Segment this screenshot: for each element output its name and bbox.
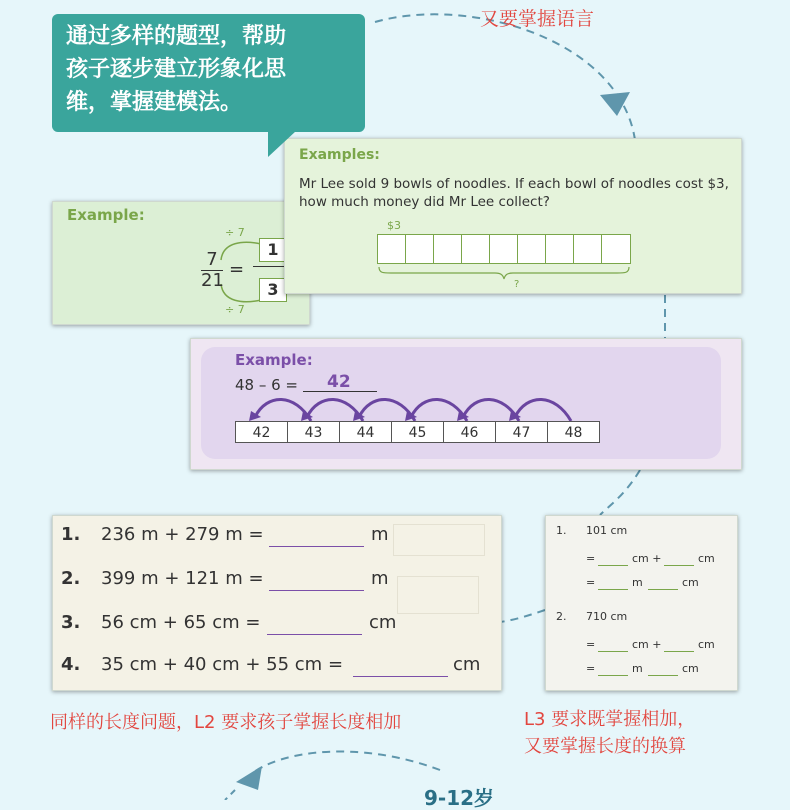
- arrow-head-icon: [236, 766, 262, 790]
- bottom-cut-text: 9-12岁: [424, 786, 495, 810]
- row-expression: 35 cm + 40 cm + 55 cm =: [101, 654, 344, 675]
- bar-unit-label: $3: [387, 219, 401, 232]
- answer: 42: [327, 372, 351, 392]
- unit-text: m: [632, 576, 643, 589]
- item-value: 710 cm: [586, 610, 628, 623]
- example-label: Example:: [67, 206, 145, 224]
- bar-unit-cell: [489, 234, 519, 264]
- answer-blank[interactable]: [598, 589, 628, 590]
- question-line-1: Mr Lee sold 9 bowls of noodles. If each bowl of noodles cost $3,: [299, 176, 729, 192]
- row-expression: 56 cm + 65 cm =: [101, 612, 261, 633]
- caption-left: 同样的长度问题，L2 要求孩子掌握长度相加: [50, 712, 402, 733]
- number-line-panel: [190, 338, 742, 470]
- row-expression: 399 m + 121 m =: [101, 568, 264, 589]
- item-number: 1.: [556, 524, 567, 537]
- unit-text: cm +: [632, 638, 662, 651]
- number-line: [235, 421, 601, 443]
- length-addition-panel: [52, 515, 502, 691]
- fraction-example-panel: [52, 201, 310, 325]
- numerator: 7: [201, 249, 223, 271]
- brace-icon: [377, 265, 631, 281]
- number-line-cell: 44: [339, 421, 392, 443]
- item-number: 2.: [556, 610, 567, 623]
- result-denominator: 3: [259, 278, 287, 302]
- answer-blank[interactable]: [269, 546, 364, 547]
- equation: 48 – 6 =: [235, 376, 299, 394]
- examples-label: Examples:: [299, 147, 380, 163]
- number-line-cell: 48: [547, 421, 600, 443]
- question-mark: ?: [514, 279, 520, 290]
- op-bottom: ÷ 7: [225, 303, 245, 316]
- equals-sign: =: [586, 552, 596, 565]
- bar-unit-cell: [517, 234, 547, 264]
- number-line-cell: 43: [287, 421, 340, 443]
- number-line-cell: 46: [443, 421, 496, 443]
- row-number: 1.: [61, 524, 81, 545]
- unit-text: cm: [698, 552, 715, 565]
- bubble-line-3: 维，掌握建模法。: [66, 90, 243, 115]
- bar-unit-cell: [377, 234, 407, 264]
- result-numerator: 1: [259, 238, 287, 262]
- row-expression: 236 m + 279 m =: [101, 524, 264, 545]
- bubble-line-2: 孩子逐步建立形象化思: [66, 57, 287, 82]
- answer-blank[interactable]: [598, 565, 628, 566]
- answer-blank[interactable]: [598, 651, 628, 652]
- answer-blank[interactable]: [664, 651, 694, 652]
- answer-blank[interactable]: [269, 590, 364, 591]
- equals-sign: =: [586, 662, 596, 675]
- faded-bg-box: [397, 576, 479, 614]
- row-unit: m: [371, 524, 389, 545]
- unit-text: cm: [698, 638, 715, 651]
- row-number: 3.: [61, 612, 81, 633]
- word-problem-panel: [284, 138, 742, 294]
- denominator: 21: [201, 270, 224, 291]
- answer-blank[interactable]: [267, 634, 362, 635]
- number-line-cell: 45: [391, 421, 444, 443]
- bar-unit-cell: [545, 234, 575, 264]
- answer-blank[interactable]: [648, 589, 678, 590]
- bubble-tail: [268, 131, 296, 157]
- arrow-head-icon: [600, 92, 630, 116]
- row-unit: cm: [453, 654, 481, 675]
- bar-unit-cell: [601, 234, 631, 264]
- item-value: 101 cm: [586, 524, 628, 537]
- answer-blank[interactable]: [353, 676, 448, 677]
- top-caption: 又要掌握语言: [480, 8, 595, 30]
- number-line-cell: 47: [495, 421, 548, 443]
- bubble-line-1: 通过多样的题型，帮助: [66, 24, 287, 49]
- unit-text: cm: [682, 576, 699, 589]
- example-label: Example:: [235, 351, 313, 369]
- faded-bg-box: [393, 524, 485, 556]
- row-unit: cm: [369, 612, 397, 633]
- equals-sign: =: [586, 576, 596, 589]
- number-line-cell: 42: [235, 421, 288, 443]
- caption-right-line-2: 又要掌握长度的换算: [524, 736, 686, 757]
- bar-unit-cell: [573, 234, 603, 264]
- answer-blank[interactable]: [598, 675, 628, 676]
- answer-blank[interactable]: [648, 675, 678, 676]
- speech-bubble: [52, 14, 365, 132]
- answer-blank[interactable]: [664, 565, 694, 566]
- row-number: 2.: [61, 568, 81, 589]
- row-unit: m: [371, 568, 389, 589]
- question-line-2: how much money did Mr Lee collect?: [299, 194, 550, 210]
- row-number: 4.: [61, 654, 81, 675]
- bar-model: [377, 234, 629, 264]
- unit-text: cm +: [632, 552, 662, 565]
- unit-text: m: [632, 662, 643, 675]
- caption-right-line-1: L3 要求既掌握相加，: [524, 709, 696, 730]
- bar-unit-cell: [461, 234, 491, 264]
- bar-unit-cell: [433, 234, 463, 264]
- length-conversion-panel: [545, 515, 738, 691]
- equals-sign: =: [586, 638, 596, 651]
- equals-sign: =: [229, 259, 245, 280]
- unit-text: cm: [682, 662, 699, 675]
- op-top: ÷ 7: [225, 226, 245, 239]
- bar-unit-cell: [405, 234, 435, 264]
